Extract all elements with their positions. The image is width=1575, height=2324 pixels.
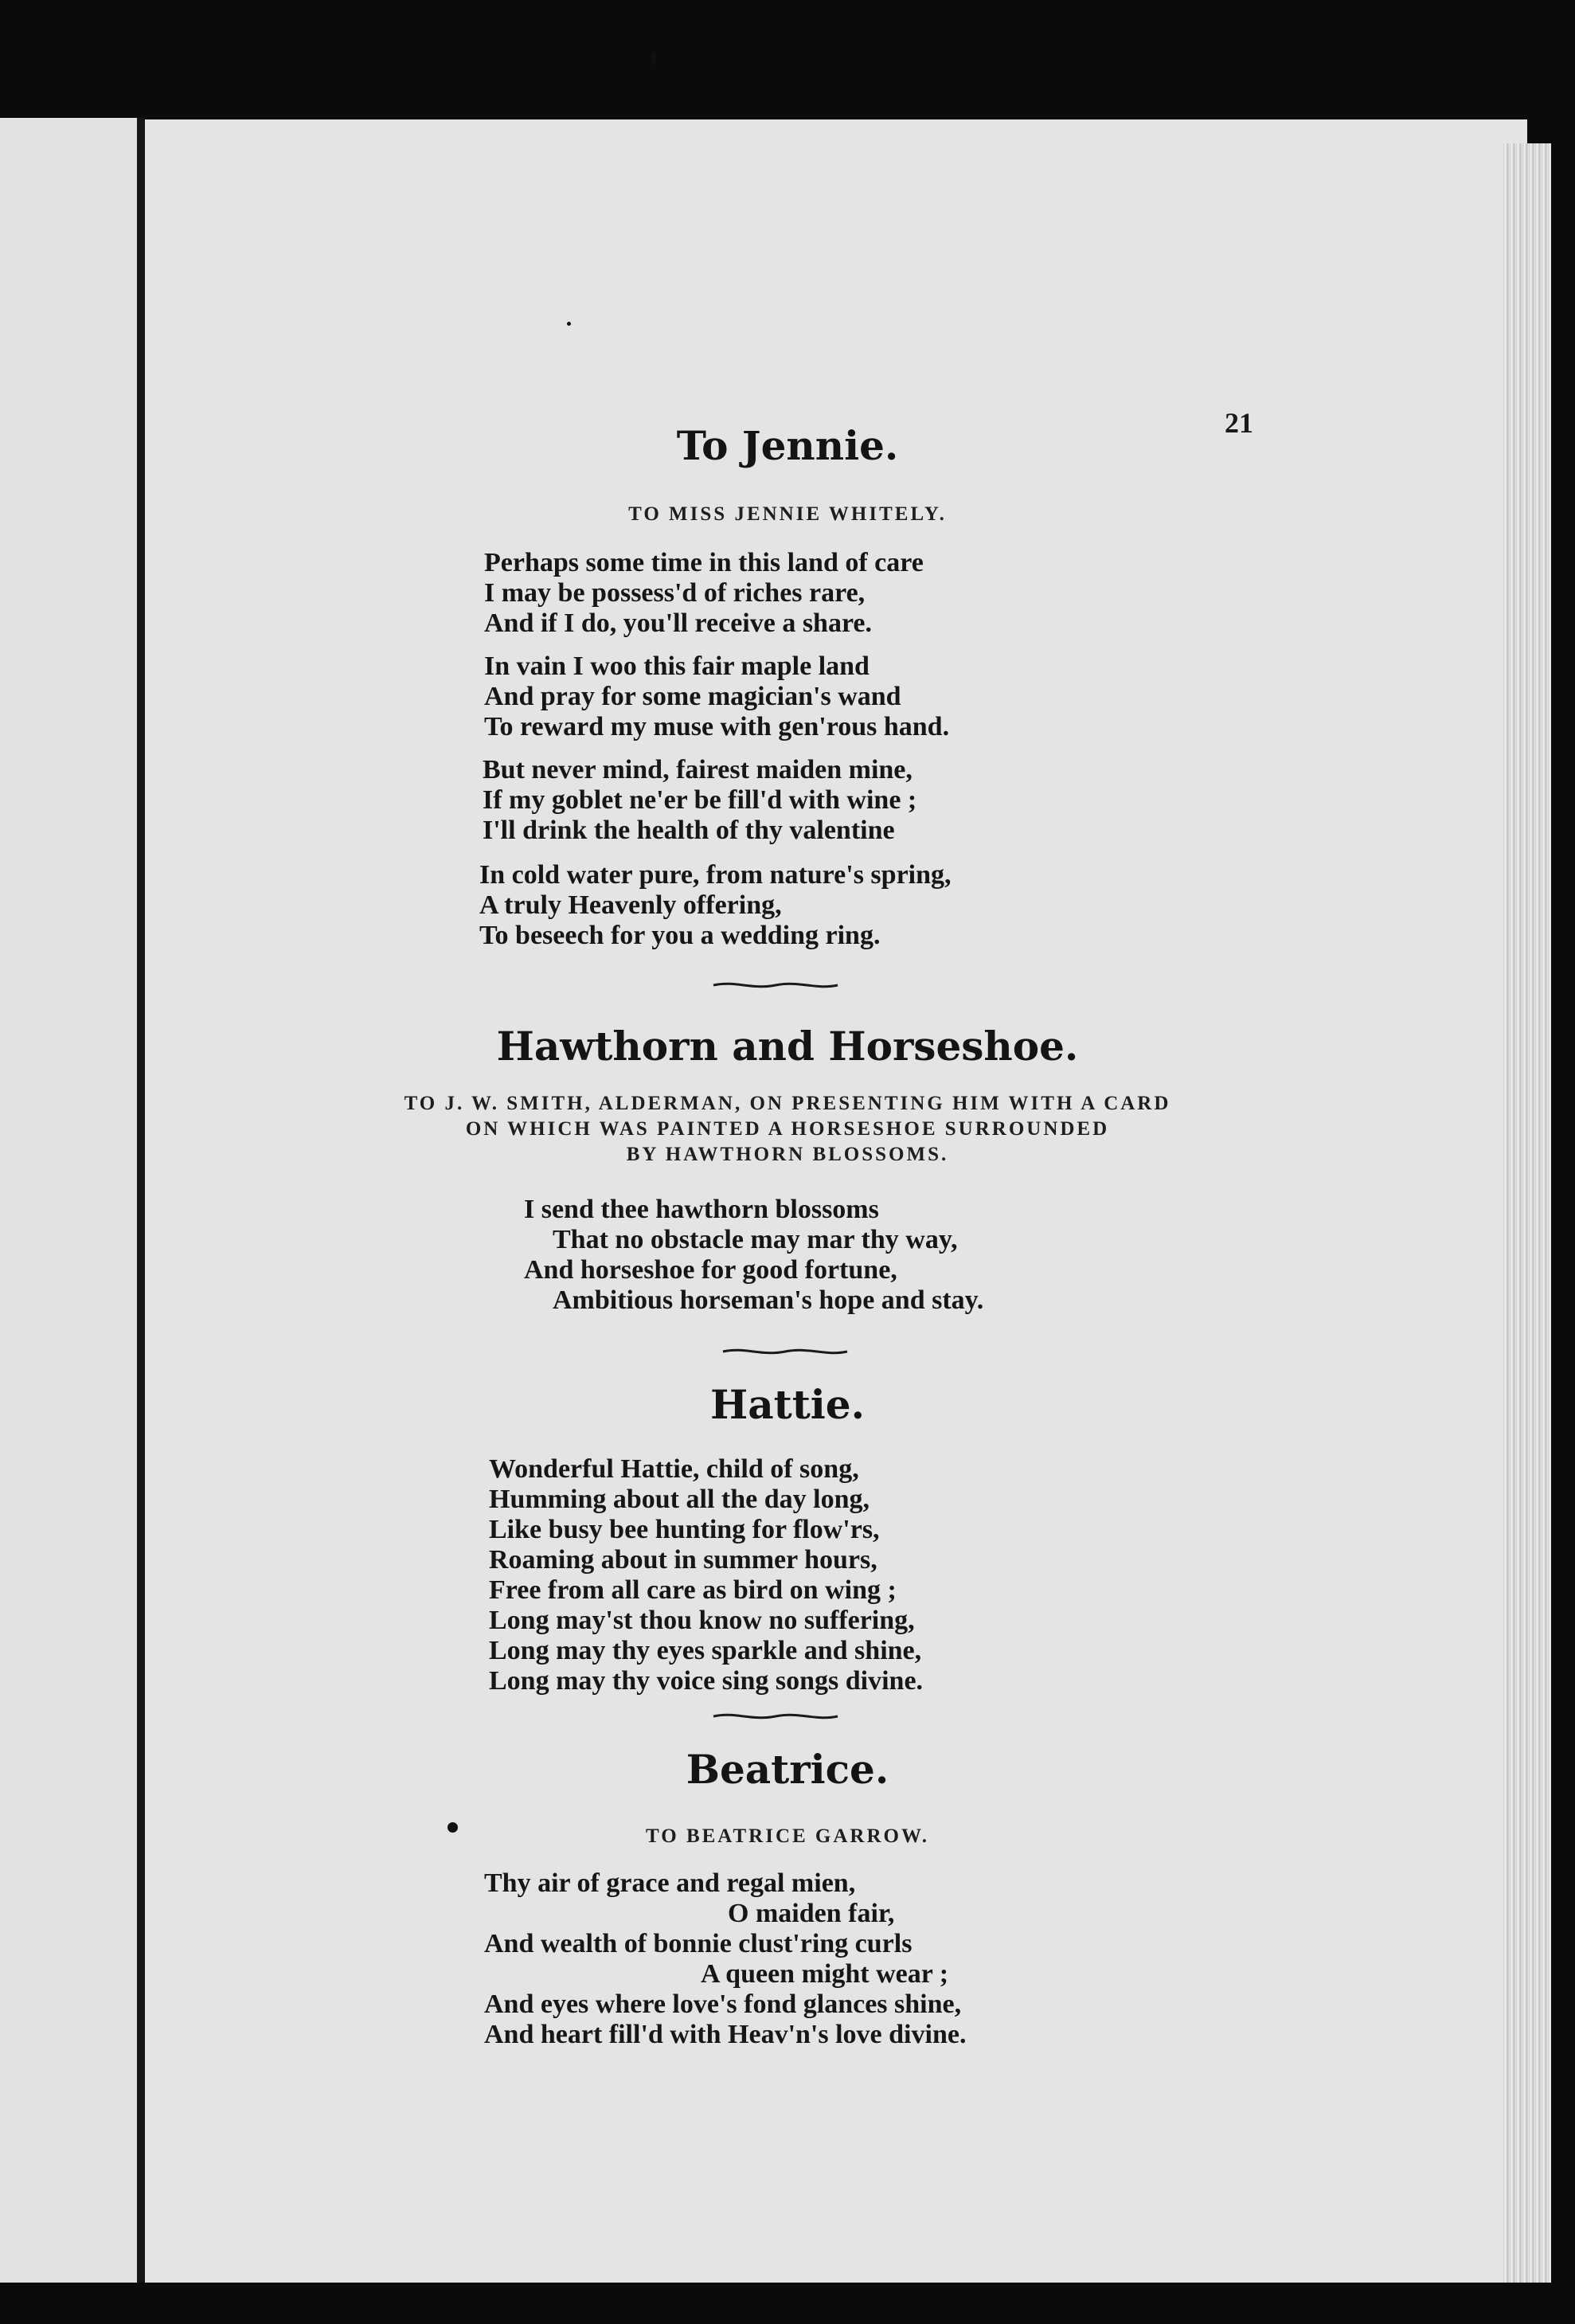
verse-line: In cold water pure, from nature's spring,: [479, 860, 952, 890]
verse-line: Roaming about in summer hours,: [489, 1545, 877, 1575]
verse-line: In vain I woo this fair maple land: [484, 651, 870, 681]
poem-dedication: [0, 1091, 1575, 1168]
dedication-line: TO J. W. SMITH, ALDERMAN, ON PRESENTING HIM WITH A CARD: [404, 1093, 1171, 1114]
poem-title-hawthorn-and-horseshoe: Hawthorn and Horseshoe.: [496, 1023, 1079, 1070]
stanza: [479, 860, 952, 951]
verse-line: Wonderful Hattie, child of song,: [489, 1454, 859, 1484]
verse-line: A queen might wear ;: [701, 1959, 949, 1989]
verse-line: And if I do, you'll receive a share.: [484, 608, 873, 638]
poem-dedication: TO BEATRICE GARROW.: [646, 1825, 929, 1847]
poem-dedication: TO MISS JENNIE WHITELY.: [628, 503, 947, 525]
stanza: [484, 548, 924, 639]
ornament-divider: [712, 1711, 839, 1722]
verse-line: To beseech for you a wedding ring.: [479, 921, 881, 950]
stanza: [484, 1868, 966, 2050]
verse-line: Perhaps some time in this land of care: [484, 548, 924, 577]
verse-line: That no obstacle may mar thy way,: [553, 1225, 958, 1254]
verse-line: And pray for some magician's wand: [484, 682, 901, 711]
verse-line: Free from all care as bird on wing ;: [489, 1575, 897, 1605]
poem-title-beatrice: Beatrice.: [686, 1746, 889, 1793]
verse-line: To reward my muse with gen'rous hand.: [484, 712, 950, 741]
scan-speck: [567, 322, 571, 326]
poem-title-to-jennie: To Jennie.: [676, 422, 899, 469]
verse-line: And heart fill'd with Heav'n's love divine.: [484, 2020, 967, 2049]
dedication-line: BY HAWTHORN BLOSSOMS.: [626, 1144, 949, 1165]
stanza: [484, 651, 949, 742]
verse-line: Long may'st thou know no suffering,: [489, 1606, 915, 1635]
poem-title-hattie: Hattie.: [709, 1381, 866, 1428]
verse-line: I'll drink the health of thy valentine: [483, 816, 895, 845]
page-number: 21: [1225, 407, 1253, 439]
verse-line: And wealth of bonnie clust'ring curls: [484, 1929, 913, 1958]
stanza: [483, 755, 916, 846]
scan-border: [0, 2283, 1575, 2324]
verse-line: I send thee hawthorn blossoms: [524, 1195, 879, 1224]
stanza: [524, 1195, 983, 1316]
verse-line: And eyes where love's fond glances shine,: [484, 1989, 962, 2019]
verse-line: Thy air of grace and regal mien,: [484, 1868, 856, 1898]
verse-line: A truly Heavenly offering,: [479, 890, 782, 920]
verse-line: Long may thy eyes sparkle and shine,: [489, 1636, 922, 1665]
verse-line: O maiden fair,: [728, 1899, 895, 1928]
verse-line: Like busy bee hunting for flow'rs,: [489, 1515, 880, 1544]
verse-line: If my goblet ne'er be fill'd with wine ;: [483, 785, 917, 815]
stanza: [489, 1454, 923, 1696]
ornament-divider: [712, 980, 839, 991]
scan-speck: [651, 53, 656, 65]
verse-line: And horseshoe for good fortune,: [524, 1255, 897, 1285]
verse-line: Humming about all the day long,: [489, 1485, 870, 1514]
dedication-line: ON WHICH WAS PAINTED A HORSESHOE SURROUNDED: [465, 1118, 1110, 1140]
verse-line: Long may thy voice sing songs divine.: [489, 1666, 924, 1696]
ornament-divider: [721, 1346, 849, 1357]
verse-line: But never mind, fairest maiden mine,: [483, 755, 913, 784]
verse-line: I may be possess'd of riches rare,: [484, 578, 866, 608]
verse-line: Ambitious horseman's hope and stay.: [553, 1285, 984, 1315]
